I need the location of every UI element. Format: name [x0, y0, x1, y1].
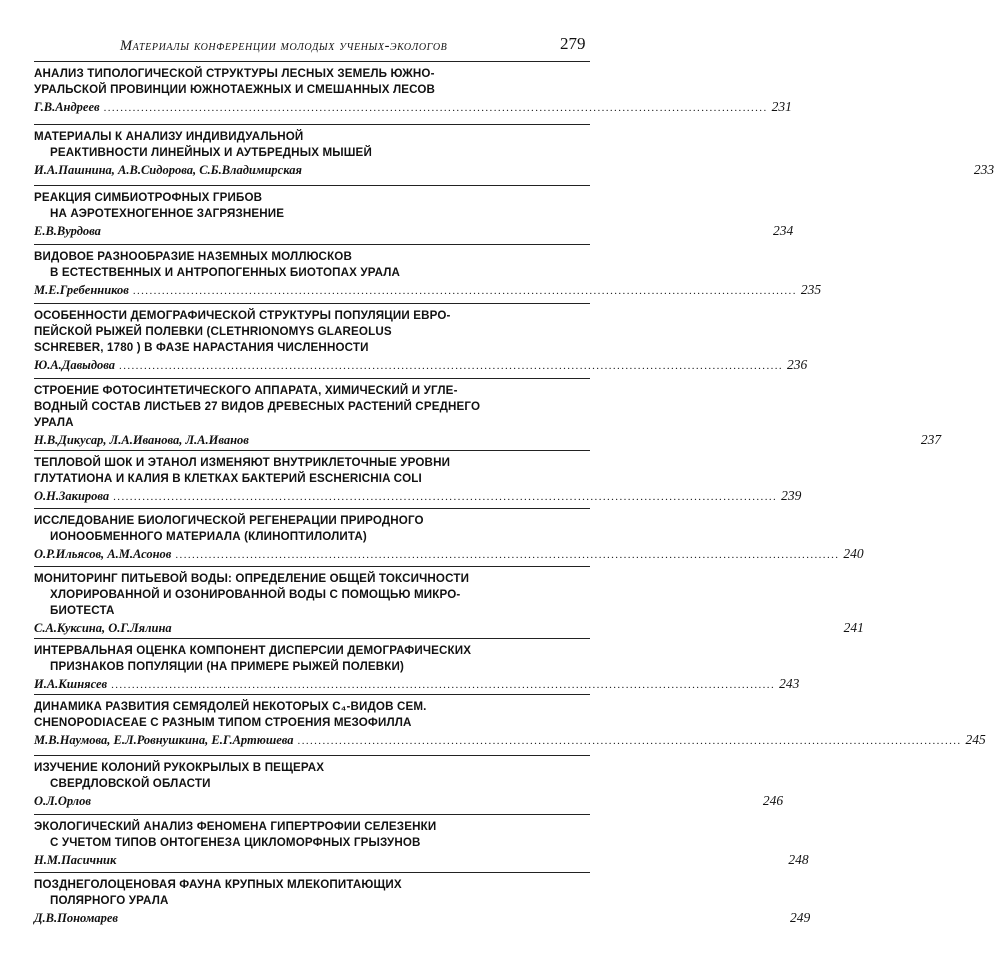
entry-page-number: 237: [920, 432, 942, 447]
entry-authors: С.А.Куксина, О.Г.Лялина: [34, 621, 172, 635]
entry-authors: Н.В.Дикусар, Л.А.Иванова, Л.А.Иванов: [34, 433, 249, 447]
entry-title-line: МАТЕРИАЛЫ К АНАЛИЗУ ИНДИВИДУАЛЬНОЙ: [34, 130, 304, 143]
entry-title-line: НА АЭРОТЕХНОГЕННОЕ ЗАГРЯЗНЕНИЕ: [50, 207, 285, 220]
dot-leader: ................................................................................................................................................................: [113, 491, 778, 503]
running-head-title: Материалы конференции молодых ученых-экологов: [120, 38, 448, 54]
dot-leader: ................................................................................................................................................................: [297, 735, 962, 747]
entry-separator: [34, 566, 590, 567]
entry-title-line: ХЛОРИРОВАННОЙ И ОЗОНИРОВАННОЙ ВОДЫ С ПОМОЩЬЮ МИКРО-: [50, 588, 461, 601]
entry-author-row: [34, 223, 794, 239]
entry-title-line: ВОДНЫЙ СОСТАВ ЛИСТЬЕВ 27 ВИДОВ ДРЕВЕСНЫХ РАСТЕНИЙ СРЕДНЕГО: [34, 400, 481, 413]
entry-separator: [34, 244, 590, 245]
entry-author-row: [34, 732, 986, 748]
entry-page-number: 243: [779, 676, 800, 691]
entry-title: [34, 455, 590, 487]
entry-title-line: АНАЛИЗ ТИПОЛОГИЧЕСКОЙ СТРУКТУРЫ ЛЕСНЫХ ЗЕМЕЛЬ ЮЖНО-: [34, 67, 435, 80]
dot-leader: ................................................................................................................................................................: [103, 102, 768, 114]
entry-author-row: [34, 488, 802, 504]
dot-leader: ................................................................................................................................................................: [175, 549, 840, 561]
toc-entry: [34, 643, 800, 692]
entry-title-line: ЭКОЛОГИЧЕСКИЙ АНАЛИЗ ФЕНОМЕНА ГИПЕРТРОФИИ СЕЛЕЗЕНКИ: [34, 820, 437, 833]
entry-author-row: [34, 432, 942, 448]
entry-author-row: [34, 282, 822, 298]
entry-page-number: 231: [771, 99, 792, 114]
entry-authors: О.Н.Закирова: [34, 489, 110, 503]
entry-title-line: СТРОЕНИЕ ФОТОСИНТЕТИЧЕСКОГО АППАРАТА, ХИМИЧЕСКИЙ И УГЛЕ-: [34, 384, 458, 397]
entry-authors: М.В.Наумова, Е.Л.Ровнушкина, Е.Г.Артюшева: [34, 733, 294, 747]
entry-title-line: ВИДОВОЕ РАЗНООБРАЗИЕ НАЗЕМНЫХ МОЛЛЮСКОВ: [34, 250, 352, 263]
entry-title: [34, 249, 590, 281]
entry-authors: Е.В.Вурдова: [34, 224, 101, 238]
toc-entry: [34, 249, 822, 298]
entry-page-number: 240: [843, 546, 864, 561]
entry-title: [34, 66, 590, 98]
entry-title: [34, 129, 590, 161]
entry-title-line: ПОЛЯРНОГО УРАЛА: [50, 894, 169, 907]
toc-entry: [34, 66, 792, 115]
entry-authors: Ю.А.Давыдова: [34, 358, 116, 372]
entry-title-line: ТЕПЛОВОЙ ШОК И ЭТАНОЛ ИЗМЕНЯЮТ ВНУТРИКЛЕТОЧНЫЕ УРОВНИ: [34, 456, 451, 469]
entry-title-line: ПОЗДНЕГОЛОЦЕНОВАЯ ФАУНА КРУПНЫХ МЛЕКОПИТАЮЩИХ: [34, 878, 402, 891]
entry-title-line: ИЗУЧЕНИЕ КОЛОНИЙ РУКОКРЫЛЫХ В ПЕЩЕРАХ: [34, 761, 325, 774]
dot-leader: ................................................................................................................................................................: [111, 679, 776, 691]
running-head: [0, 34, 624, 58]
entry-title-line: SCHREBER, 1780 ) В ФАЗЕ НАРАСТАНИЯ ЧИСЛЕННОСТИ: [34, 341, 369, 354]
entry-title: [34, 190, 590, 222]
entry-title-line: В ЕСТЕСТВЕННЫХ И АНТРОПОГЕННЫХ БИОТОПАХ УРАЛА: [50, 266, 401, 279]
entry-separator: [34, 755, 590, 756]
entry-title-line: БИОТЕСТА: [50, 604, 115, 617]
entry-title: [34, 308, 590, 356]
toc-entry: [34, 129, 994, 178]
entry-separator: [34, 378, 590, 379]
toc-entry: [34, 699, 986, 748]
entry-title-line: ДИНАМИКА РАЗВИТИЯ СЕМЯДОЛЕЙ НЕКОТОРЫХ C₄-ВИДОВ СЕМ.: [34, 700, 427, 713]
entry-title-line: ПЕЙСКОЙ РЫЖЕЙ ПОЛЕВКИ (CLETHRIONOMYS GLAREOLUS: [34, 325, 392, 338]
entry-author-row: [34, 620, 864, 636]
entry-title: [34, 877, 590, 909]
toc-entry: [34, 190, 794, 239]
entry-title-line: УРАЛА: [34, 416, 74, 429]
entry-author-row: [34, 162, 994, 178]
entry-author-row: [34, 852, 809, 868]
entry-authors: И.А.Кшнясев: [34, 677, 108, 691]
entry-title-line: ОСОБЕННОСТИ ДЕМОГРАФИЧЕСКОЙ СТРУКТУРЫ ПОПУЛЯЦИИ ЕВРО-: [34, 309, 451, 322]
entry-title: [34, 571, 590, 619]
entry-page-number: 236: [787, 357, 808, 372]
entry-page-number: 234: [772, 223, 794, 238]
entry-authors: Г.В.Андреев: [34, 100, 100, 114]
entry-page-number: 246: [762, 793, 784, 808]
entry-separator: [34, 872, 590, 873]
entry-title-line: ИССЛЕДОВАНИЕ БИОЛОГИЧЕСКОЙ РЕГЕНЕРАЦИИ ПРИРОДНОГО: [34, 514, 424, 527]
toc-entry: [34, 877, 811, 926]
toc-entry: [34, 760, 784, 809]
dot-leader: ................................................................................................................................................................: [119, 360, 784, 372]
entry-title-line: ИНТЕРВАЛЬНАЯ ОЦЕНКА КОМПОНЕНТ ДИСПЕРСИИ ДЕМОГРАФИЧЕСКИХ: [34, 644, 472, 657]
entry-authors: М.Е.Гребенников: [34, 283, 129, 297]
entry-title-line: СВЕРДЛОВСКОЙ ОБЛАСТИ: [50, 777, 211, 790]
entry-separator: [34, 694, 590, 695]
entry-author-row: [34, 357, 808, 373]
entry-title: [34, 383, 590, 431]
entry-title-line: УРАЛЬСКОЙ ПРОВИНЦИИ ЮЖНОТАЕЖНЫХ И СМЕШАННЫХ ЛЕСОВ: [34, 83, 436, 96]
entry-authors: О.Л.Орлов: [34, 794, 91, 808]
entry-title: [34, 643, 590, 675]
entry-author-row: [34, 793, 784, 809]
entry-title-line: ИОНООБМЕННОГО МАТЕРИАЛА (КЛИНОПТИЛОЛИТА): [50, 530, 367, 543]
entry-authors: Н.М.Пасичник: [34, 853, 117, 867]
entry-title-line: ГЛУТАТИОНА И КАЛИЯ В КЛЕТКАХ БАКТЕРИЙ ESCHERICHIA COLI: [34, 472, 422, 485]
entry-authors: И.А.Пашнина, А.В.Сидорова, С.Б.Владимирская: [34, 163, 302, 177]
entry-separator: [34, 61, 590, 62]
toc-entry: [34, 308, 808, 373]
entry-author-row: [34, 546, 864, 562]
entry-page-number: 245: [965, 732, 986, 747]
entry-title-line: С УЧЕТОМ ТИПОВ ОНТОГЕНЕЗА ЦИКЛОМОРФНЫХ ГРЫЗУНОВ: [50, 836, 421, 849]
entry-title: [34, 699, 590, 731]
entry-separator: [34, 450, 590, 451]
entry-title: [34, 513, 590, 545]
toc-entry: [34, 383, 942, 448]
entry-title-line: CHENOPODIACEAE С РАЗНЫМ ТИПОМ СТРОЕНИЯ МЕЗОФИЛЛА: [34, 716, 412, 729]
page-number: 279: [560, 34, 586, 53]
entry-separator: [34, 124, 590, 125]
entry-page-number: 233: [973, 162, 994, 177]
entry-author-row: [34, 99, 792, 115]
entry-separator: [34, 508, 590, 509]
entry-title-line: РЕАКТИВНОСТИ ЛИНЕЙНЫХ И АУТБРЕДНЫХ МЫШЕЙ: [50, 146, 372, 159]
entry-title: [34, 819, 590, 851]
entry-separator: [34, 814, 590, 815]
entry-separator: [34, 185, 590, 186]
toc-entry: [34, 513, 864, 562]
entry-separator: [34, 638, 590, 639]
entry-author-row: [34, 910, 811, 926]
entry-title-line: РЕАКЦИЯ СИМБИОТРОФНЫХ ГРИБОВ: [34, 191, 263, 204]
entry-page-number: 249: [790, 910, 811, 925]
entry-authors: Д.В.Пономарев: [34, 911, 119, 925]
toc-entry: [34, 455, 802, 504]
entry-authors: О.Р.Ильясов, А.М.Асонов: [34, 547, 172, 561]
entry-title: [34, 760, 590, 792]
dot-leader: ................................................................................................................................................................: [132, 285, 797, 297]
toc-entry: [34, 819, 809, 868]
entry-page-number: 239: [781, 488, 802, 503]
entry-title-line: ПРИЗНАКОВ ПОПУЛЯЦИИ (НА ПРИМЕРЕ РЫЖЕЙ ПОЛЕВКИ): [50, 660, 404, 673]
toc-entry: [34, 571, 864, 636]
entry-page-number: 235: [800, 282, 822, 297]
entry-page-number: 248: [788, 852, 809, 867]
entry-title-line: МОНИТОРИНГ ПИТЬЕВОЙ ВОДЫ: ОПРЕДЕЛЕНИЕ ОБЩЕЙ ТОКСИЧНОСТИ: [34, 572, 470, 585]
entry-page-number: 241: [843, 620, 864, 635]
entry-author-row: [34, 676, 800, 692]
entry-separator: [34, 303, 590, 304]
